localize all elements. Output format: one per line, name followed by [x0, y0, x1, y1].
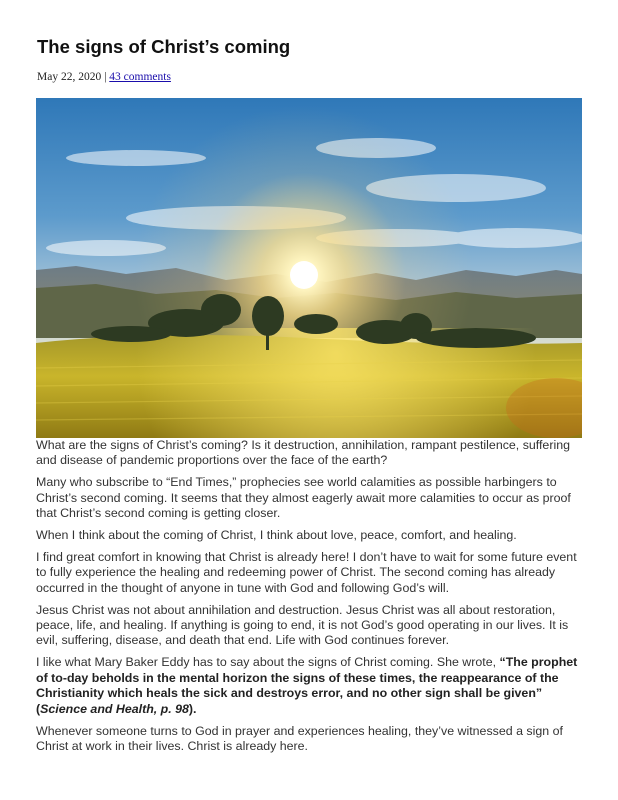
paragraph: What are the signs of Christ’s coming? Is it destruction, annihilation, rampant pestilence, suffering and disease of pandemic proportions over the face of the earth? [36, 438, 570, 468]
hero-image [36, 98, 582, 438]
article-body [36, 438, 584, 761]
paragraph: Many who subscribe to “End Times,” prophecies see world calamities as possible harbingers to Christ’s second coming. It seems that they almost eagerly await more calamities to occur as proof that Christ’s second coming is getting closer. [36, 475, 571, 521]
paragraph: Whenever someone turns to God in prayer and experiences healing, they’ve witnessed a sign of Christ at work in their lives. Christ is already here. [36, 723, 563, 753]
meta-separator: | [104, 71, 107, 83]
page-title: The signs of Christ’s coming [37, 36, 291, 57]
comments-link[interactable]: 43 comments [109, 71, 171, 83]
paragraph: When I think about the coming of Christ, I think about love, peace, comfort, and healing. [36, 528, 517, 543]
quote-close: ). [188, 701, 197, 716]
quote-source: Science and Health, p. 98 [40, 701, 189, 716]
paragraph-quote [36, 655, 584, 717]
paragraph: Jesus Christ was not about annihilation and destruction. Jesus Christ was all about restoration, peace, life, and healing. If anything is going to end, it is not God’s good operating in our lives. It is evil, suffering, disease, and death that end. Life with God continues forever. [36, 602, 569, 648]
quote-intro: I like what Mary Baker Eddy has to say about the signs of Christ coming. She wrote, [36, 655, 500, 670]
paragraph: I find great comfort in knowing that Christ is already here! I don’t have to wait for some future event to fully experience the healing and redeeming power of Christ. The second coming has already occurred in the thought of anyone in tune with God and following God’s will. [36, 549, 577, 595]
post-date: May 22, 2020 [37, 71, 102, 83]
quote-body: “The prophet of to-day beholds in the mental horizon the signs of these times, the reappearance of the Christianity which heals the sick and destroys error, and no other sign shall be given” ( [36, 655, 578, 716]
post-meta [37, 71, 171, 83]
